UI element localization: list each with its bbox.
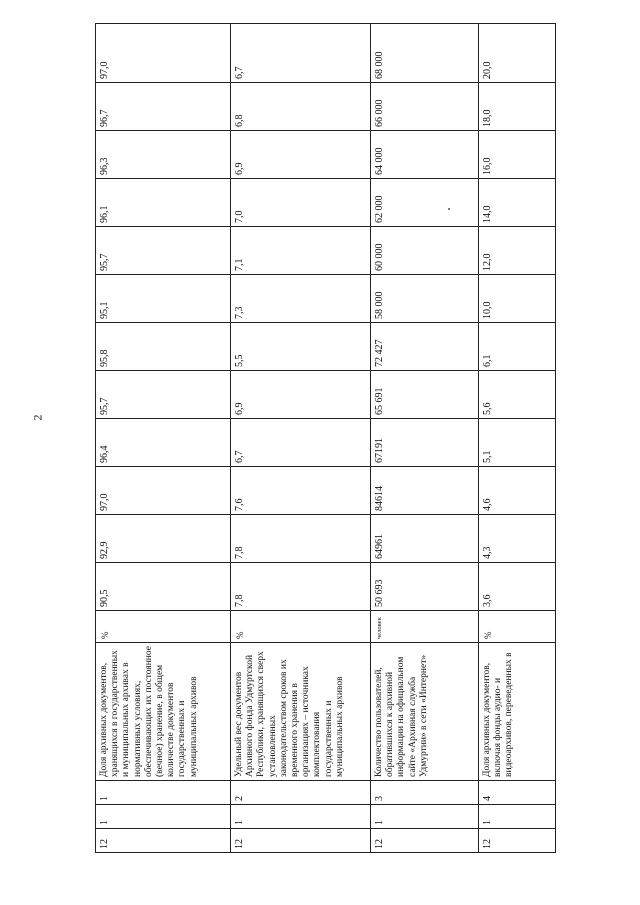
value-cell: 7,6 — [231, 467, 371, 515]
value-cell: 96,4 — [96, 419, 231, 467]
value-cell: 64961 — [371, 515, 479, 563]
table-row — [371, 24, 479, 853]
value-cell: 7,3 — [231, 275, 371, 323]
value-cell: 92,9 — [96, 515, 231, 563]
value-cell: 5,5 — [231, 323, 371, 371]
table-row — [479, 24, 556, 853]
value-cell: 95,7 — [96, 227, 231, 275]
value-cell: 4,3 — [479, 515, 556, 563]
value-cell: 97,0 — [96, 467, 231, 515]
value-cell: 65 691 — [371, 371, 479, 419]
value-cell: 14,0 — [479, 179, 556, 227]
value-cell: 18,0 — [479, 83, 556, 131]
indicators-table — [95, 23, 556, 853]
unit: % — [96, 611, 231, 643]
value-cell: 96,3 — [96, 131, 231, 179]
subprogram-code: 1 — [479, 805, 556, 829]
subprogram-code: 1 — [371, 805, 479, 829]
value-cell: 64 000 — [371, 131, 479, 179]
subprogram-code: 1 — [231, 805, 371, 829]
program-code: 12 — [96, 829, 231, 853]
indicator-name: Количество пользователей, обратившихся к архивной информации на официальном сайте «Архивная служба Удмуртии» в сети «Интернет» — [371, 643, 479, 781]
value-cell: 62 000 — [371, 179, 479, 227]
program-code: 12 — [479, 829, 556, 853]
value-cell: 96,7 — [96, 83, 231, 131]
value-cell: 58 000 — [371, 275, 479, 323]
indicator-name: Доля архивных документов, хранящихся в государственных и муниципальных архивах в нормативных условиях, обеспечивающих их постоянное (вечное) хранение, в общем количестве документов государственных и муниципальных архивов — [96, 643, 231, 781]
value-cell: 7,0 — [231, 179, 371, 227]
value-cell: 10,0 — [479, 275, 556, 323]
value-cell: 68 000 — [371, 24, 479, 83]
value-cell: 50 693 — [371, 563, 479, 611]
value-cell: 84614 — [371, 467, 479, 515]
unit: % — [479, 611, 556, 643]
value-cell: 95,1 — [96, 275, 231, 323]
value-cell: 6,1 — [479, 323, 556, 371]
indicators-table-rotated — [95, 28, 555, 853]
value-cell: 5,6 — [479, 371, 556, 419]
value-cell: 7,1 — [231, 227, 371, 275]
value-cell: 97,0 — [96, 24, 231, 83]
indicator-number: 4 — [479, 781, 556, 805]
unit: человек — [371, 611, 479, 643]
value-cell: 3,6 — [479, 563, 556, 611]
value-cell: 20,0 — [479, 24, 556, 83]
value-cell: 95,8 — [96, 323, 231, 371]
indicators-table-container — [95, 28, 555, 853]
indicator-number: 1 — [96, 781, 231, 805]
value-cell: 7,8 — [231, 515, 371, 563]
table-row — [96, 24, 231, 853]
program-code: 12 — [231, 829, 371, 853]
value-cell: 4,6 — [479, 467, 556, 515]
program-code: 12 — [371, 829, 479, 853]
value-cell: 16,0 — [479, 131, 556, 179]
indicator-name: Доля архивных документов, включая фонды аудио- и видеоархивов, переведенных в — [479, 643, 556, 781]
value-cell: 6,8 — [231, 83, 371, 131]
indicator-number: 3 — [371, 781, 479, 805]
value-cell: 6,9 — [231, 131, 371, 179]
subprogram-code: 1 — [96, 805, 231, 829]
value-cell: 6,7 — [231, 419, 371, 467]
value-cell: 5,1 — [479, 419, 556, 467]
unit: % — [231, 611, 371, 643]
value-cell: 6,7 — [231, 24, 371, 83]
value-cell: 67191 — [371, 419, 479, 467]
value-cell: 7,8 — [231, 563, 371, 611]
value-cell: 95,7 — [96, 371, 231, 419]
value-cell: 90,5 — [96, 563, 231, 611]
page-number: 2 — [30, 414, 45, 421]
value-cell: 12,0 — [479, 227, 556, 275]
value-cell: 60 000 — [371, 227, 479, 275]
value-cell: 96,1 — [96, 179, 231, 227]
value-cell: 66 000 — [371, 83, 479, 131]
value-cell: 72 427 — [371, 323, 479, 371]
table-row — [231, 24, 371, 853]
indicator-name: Удельный вес документов Архивного фонда Удмуртской Республики, хранящихся сверх установленных законодательством сроков их временного хранения в организациях – источниках комплектования государственных и муниципальных архивов — [231, 643, 371, 781]
indicator-number: 2 — [231, 781, 371, 805]
value-cell: 6,9 — [231, 371, 371, 419]
